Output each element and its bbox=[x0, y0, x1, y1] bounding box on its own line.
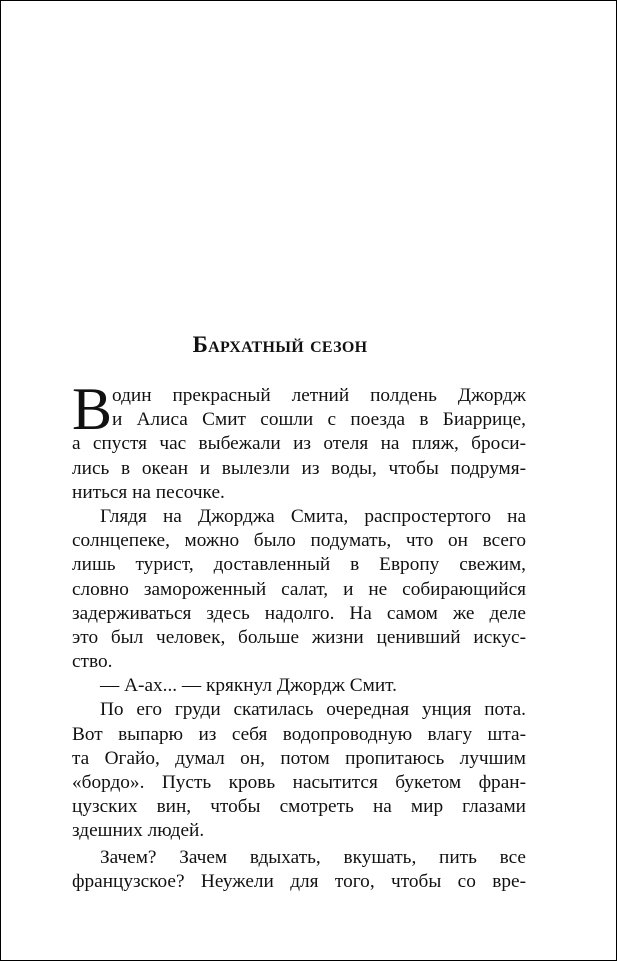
text-line: солнцепеке, можно было подумать, что он всего bbox=[72, 530, 526, 552]
text-line: цузских вин, чтобы смотреть на мир глазами bbox=[72, 796, 526, 818]
text-line: здешних людей. bbox=[72, 820, 205, 842]
text-line: а спустя час выбежали из отеля на пляж, броси- bbox=[72, 433, 526, 455]
text-line: Зачем? Зачем вдыхать, вкушать, пить все bbox=[100, 846, 526, 868]
paragraph-2 bbox=[72, 505, 526, 674]
paragraph-4 bbox=[72, 698, 526, 843]
text-line: ниться на песочке. bbox=[72, 481, 225, 503]
text-line: задерживаться здесь надолго. На самом же деле bbox=[72, 602, 526, 624]
text-line: Вот выпарю из себя водопроводную влагу шта- bbox=[72, 723, 526, 745]
paragraph-3 bbox=[72, 674, 526, 698]
paragraph-5 bbox=[72, 846, 526, 894]
text-line: ство. bbox=[72, 651, 113, 673]
text-line: французское? Неужели для того, чтобы со вре- bbox=[72, 870, 526, 892]
text-line: — А-ах... — крякнул Джордж Смит. bbox=[100, 675, 397, 697]
paragraph-1 bbox=[72, 376, 526, 505]
text-line: «бордо». Пусть кровь насытится букетом фран- bbox=[72, 772, 526, 793]
text-line: лись в океан и вылезли из воды, чтобы подрумя- bbox=[72, 457, 526, 479]
text-line: лишь турист, доставленный в Европу свежим, bbox=[72, 554, 526, 576]
text-line: и Алиса Смит сошли с поезда в Биаррице, bbox=[112, 409, 526, 431]
drop-cap: В bbox=[72, 376, 113, 442]
body-text bbox=[72, 376, 526, 894]
text-line: та Огайо, думал он, потом пропитаюсь лучшим bbox=[72, 747, 526, 769]
text-line: По его груди скатилась очередная унция пота. bbox=[100, 699, 526, 721]
text-line: словно замороженный салат, и не собирающийся bbox=[72, 578, 526, 600]
chapter-title: Бархатный сезон bbox=[192, 332, 368, 357]
text-line: один прекрасный летний полдень Джордж bbox=[112, 385, 526, 406]
text-line: это был человек, больше жизни ценивший искус- bbox=[72, 626, 526, 648]
text-line: Глядя на Джорджа Смита, распростертого на bbox=[100, 505, 526, 527]
